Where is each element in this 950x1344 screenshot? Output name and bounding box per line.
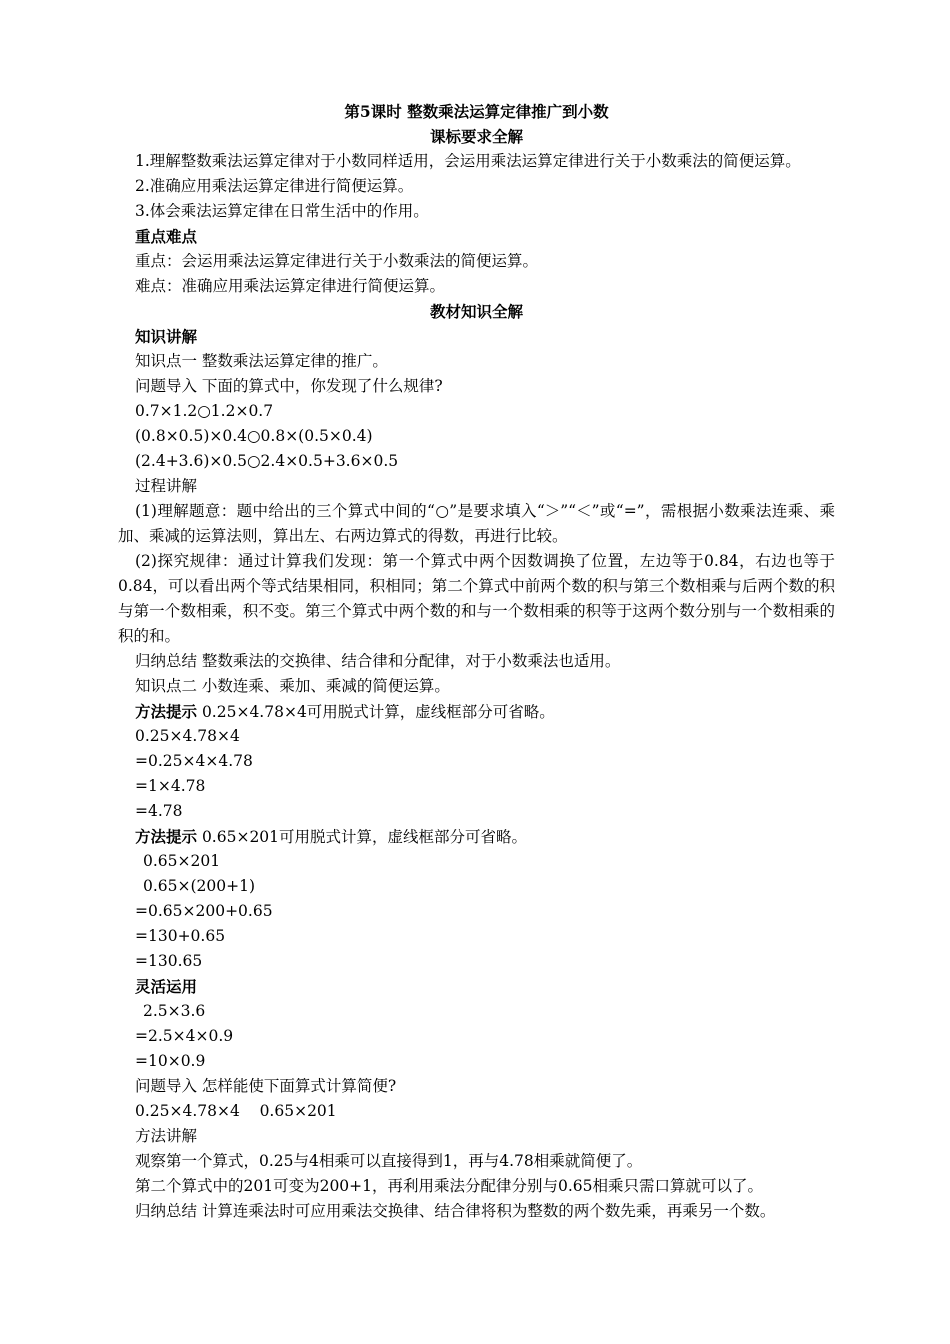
section-heading-standards: 课标要求全解 <box>429 127 523 146</box>
standard-item-1: 1.理解整数乘法运算定律对于小数同样适用，会运用乘法运算定律进行关于小数乘法的简便运算。 <box>135 152 801 170</box>
flexible-use-heading: 灵活运用 <box>135 977 198 996</box>
question-intro-1: 问题导入 下面的算式中，你发现了什么规律? <box>135 377 443 395</box>
method-tip-2-label: 方法提示 <box>135 827 198 846</box>
calc2-line: =130+0.65 <box>135 927 226 945</box>
method-tip-1-label: 方法提示 <box>135 702 198 721</box>
key-point-text: 重点：会运用乘法运算定律进行关于小数乘法的简便运算。 <box>135 252 539 270</box>
method-tip-1-text: 0.25×4.78×4可用脱式计算，虚线框部分可省略。 <box>197 703 555 721</box>
calc1-line: =4.78 <box>135 802 183 820</box>
standard-item-3: 3.体会乘法运算定律在日常生活中的作用。 <box>135 202 429 220</box>
process-heading: 过程讲解 <box>135 477 198 495</box>
expression-2: (0.8×0.5)×0.4○0.8×(0.5×0.4) <box>135 427 373 445</box>
method-tip-1 <box>118 699 835 724</box>
knowledge-heading: 知识讲解 <box>135 327 198 346</box>
calc2-line: 0.65×(200+1) <box>143 877 256 895</box>
section-heading-textbook: 教材知识全解 <box>429 302 523 321</box>
calc2-line: =0.65×200+0.65 <box>135 902 273 920</box>
knowledge-point-2: 知识点二 小数连乘、乘加、乘减的简便运算。 <box>135 677 450 695</box>
summary-1: 归纳总结 整数乘法的交换律、结合律和分配律，对于小数乘法也适用。 <box>135 652 621 670</box>
knowledge-point-1: 知识点一 整数乘法运算定律的推广。 <box>135 352 388 370</box>
process-step-2: (2)探究规律：通过计算我们发现：第一个算式中两个因数调换了位置，左边等于0.84，右边也等于0.84，可以看出两个等式结果相同，积相同；第二个算式中前两个数的积与第三个数相乘与后两个数的积与第一个数相乘，积不变。第三个算式中两个数的和与一个数相乘的积等于这两个数分别与一个数相乘的积的和。 <box>118 552 835 645</box>
difficulty-text: 难点：准确应用乘法运算定律进行简便运算。 <box>135 277 446 295</box>
method-tip-2-text: 0.65×201可用脱式计算，虚线框部分可省略。 <box>197 828 528 846</box>
document-body <box>118 99 835 1224</box>
expression-1: 0.7×1.2○1.2×0.7 <box>135 402 274 420</box>
method-explanation-1: 观察第一个算式，0.25与4相乘可以直接得到1，再与4.78相乘就简便了。 <box>135 1152 643 1170</box>
standard-item-2: 2.准确应用乘法运算定律进行简便运算。 <box>135 177 414 195</box>
method-explanation-2: 第二个算式中的201可变为200+1，再利用乘法分配律分别与0.65相乘只需口算就可以了。 <box>135 1177 764 1195</box>
method-heading: 方法讲解 <box>135 1127 198 1145</box>
key-points-heading: 重点难点 <box>135 227 198 246</box>
calc3-line: =10×0.9 <box>135 1052 206 1070</box>
calc2-line: 0.65×201 <box>143 852 221 870</box>
calc1-line: =0.25×4×4.78 <box>135 752 253 770</box>
process-step-1: (1)理解题意：题中给出的三个算式中间的“○”是要求填入“＞”“＜”或“=”，需根据小数乘法连乘、乘加、乘减的运算法则，算出左、右两边算式的得数，再进行比较。 <box>118 502 835 545</box>
expression-3: (2.4+3.6)×0.5○2.4×0.5+3.6×0.5 <box>135 452 399 470</box>
calc2-line: =130.65 <box>135 952 203 970</box>
lesson-title: 第5课时 整数乘法运算定律推广到小数 <box>344 102 609 121</box>
calc1-line: =1×4.78 <box>135 777 206 795</box>
calc3-line: =2.5×4×0.9 <box>135 1027 234 1045</box>
method-tip-2 <box>118 824 835 849</box>
calc3-line: 2.5×3.6 <box>143 1002 206 1020</box>
calc1-line: 0.25×4.78×4 <box>135 727 240 745</box>
question-expressions: 0.25×4.78×4 0.65×201 <box>135 1102 337 1120</box>
question-intro-2: 问题导入 怎样能使下面算式计算简便? <box>135 1077 397 1095</box>
summary-2: 归纳总结 计算连乘法时可应用乘法交换律、结合律将积为整数的两个数先乘，再乘另一个数。 <box>135 1202 776 1220</box>
